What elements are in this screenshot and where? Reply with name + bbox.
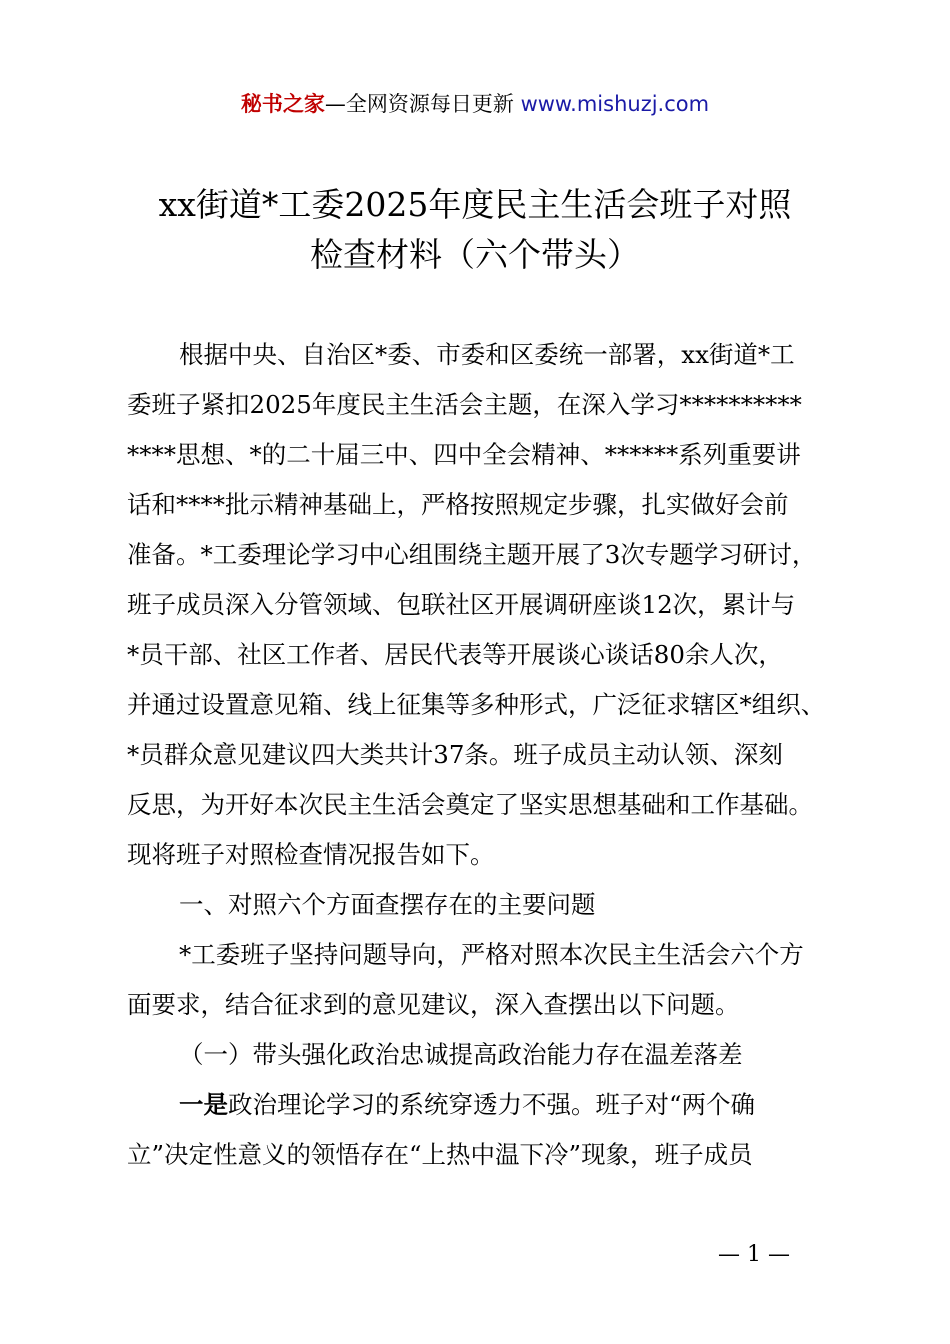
document-title <box>100 180 850 280</box>
body-line: *员干部、社区工作者、居民代表等开展谈心谈话80余人次， <box>127 640 783 669</box>
point-label: 一是 <box>179 1090 228 1119</box>
body-line: 准备。*工委理论学习中心组围绕主题开展了3次专题学习研讨， <box>127 540 817 569</box>
site-header <box>0 86 950 122</box>
page-number: — 1 — <box>718 1242 790 1267</box>
site-brand: 秘书之家 <box>240 92 325 116</box>
body-line: 现将班子对照检查情况报告如下。 <box>127 840 495 869</box>
body-line: 根据中央、自治区*委、市委和区委统一部署，xx街道*工 <box>179 340 795 369</box>
title-line-2: 检查材料（六个带头） <box>310 235 640 274</box>
body-line: *员群众意见建议四大类共计37条。班子成员主动认领、深刻 <box>127 740 783 769</box>
body-line: 委班子紧扣2025年度民主生活会主题，在深入学习********** <box>127 390 802 419</box>
body-line: 反思，为开好本次民主生活会奠定了坚实思想基础和工作基础。 <box>127 790 813 819</box>
body-line: 班子成员深入分管领域、包联社区开展调研座谈12次，累计与 <box>127 590 796 619</box>
body-line: 立”决定性意义的领悟存在“上热中温下冷”现象，班子成员 <box>127 1140 753 1169</box>
document-body <box>127 330 847 1180</box>
section-heading: 一、对照六个方面查摆存在的主要问题 <box>179 890 596 919</box>
subsection-heading: （一）带头强化政治忠诚提高政治能力存在温差落差 <box>179 1040 743 1069</box>
body-line: 面要求，结合征求到的意见建议，深入查摆出以下问题。 <box>127 990 740 1019</box>
body-line: ****思想、*的二十届三中、四中全会精神、******系列重要讲 <box>127 440 801 469</box>
body-line <box>127 1080 847 1130</box>
site-url-link[interactable]: www.mishuzj.com <box>520 92 710 116</box>
site-tagline: —全网资源每日更新 <box>324 92 521 116</box>
body-line: 话和****批示精神基础上，严格按照规定步骤，扎实做好会前 <box>127 490 789 519</box>
body-line: 并通过设置意见箱、线上征集等多种形式，广泛征求辖区*组织、 <box>127 690 826 719</box>
point-text: 政治理论学习的系统穿透力不强。班子对“两个确 <box>228 1090 756 1119</box>
body-line: *工委班子坚持问题导向，严格对照本次民主生活会六个方 <box>179 940 804 969</box>
title-line-1: xx街道*工委2025年度民主生活会班子对照 <box>158 185 792 224</box>
